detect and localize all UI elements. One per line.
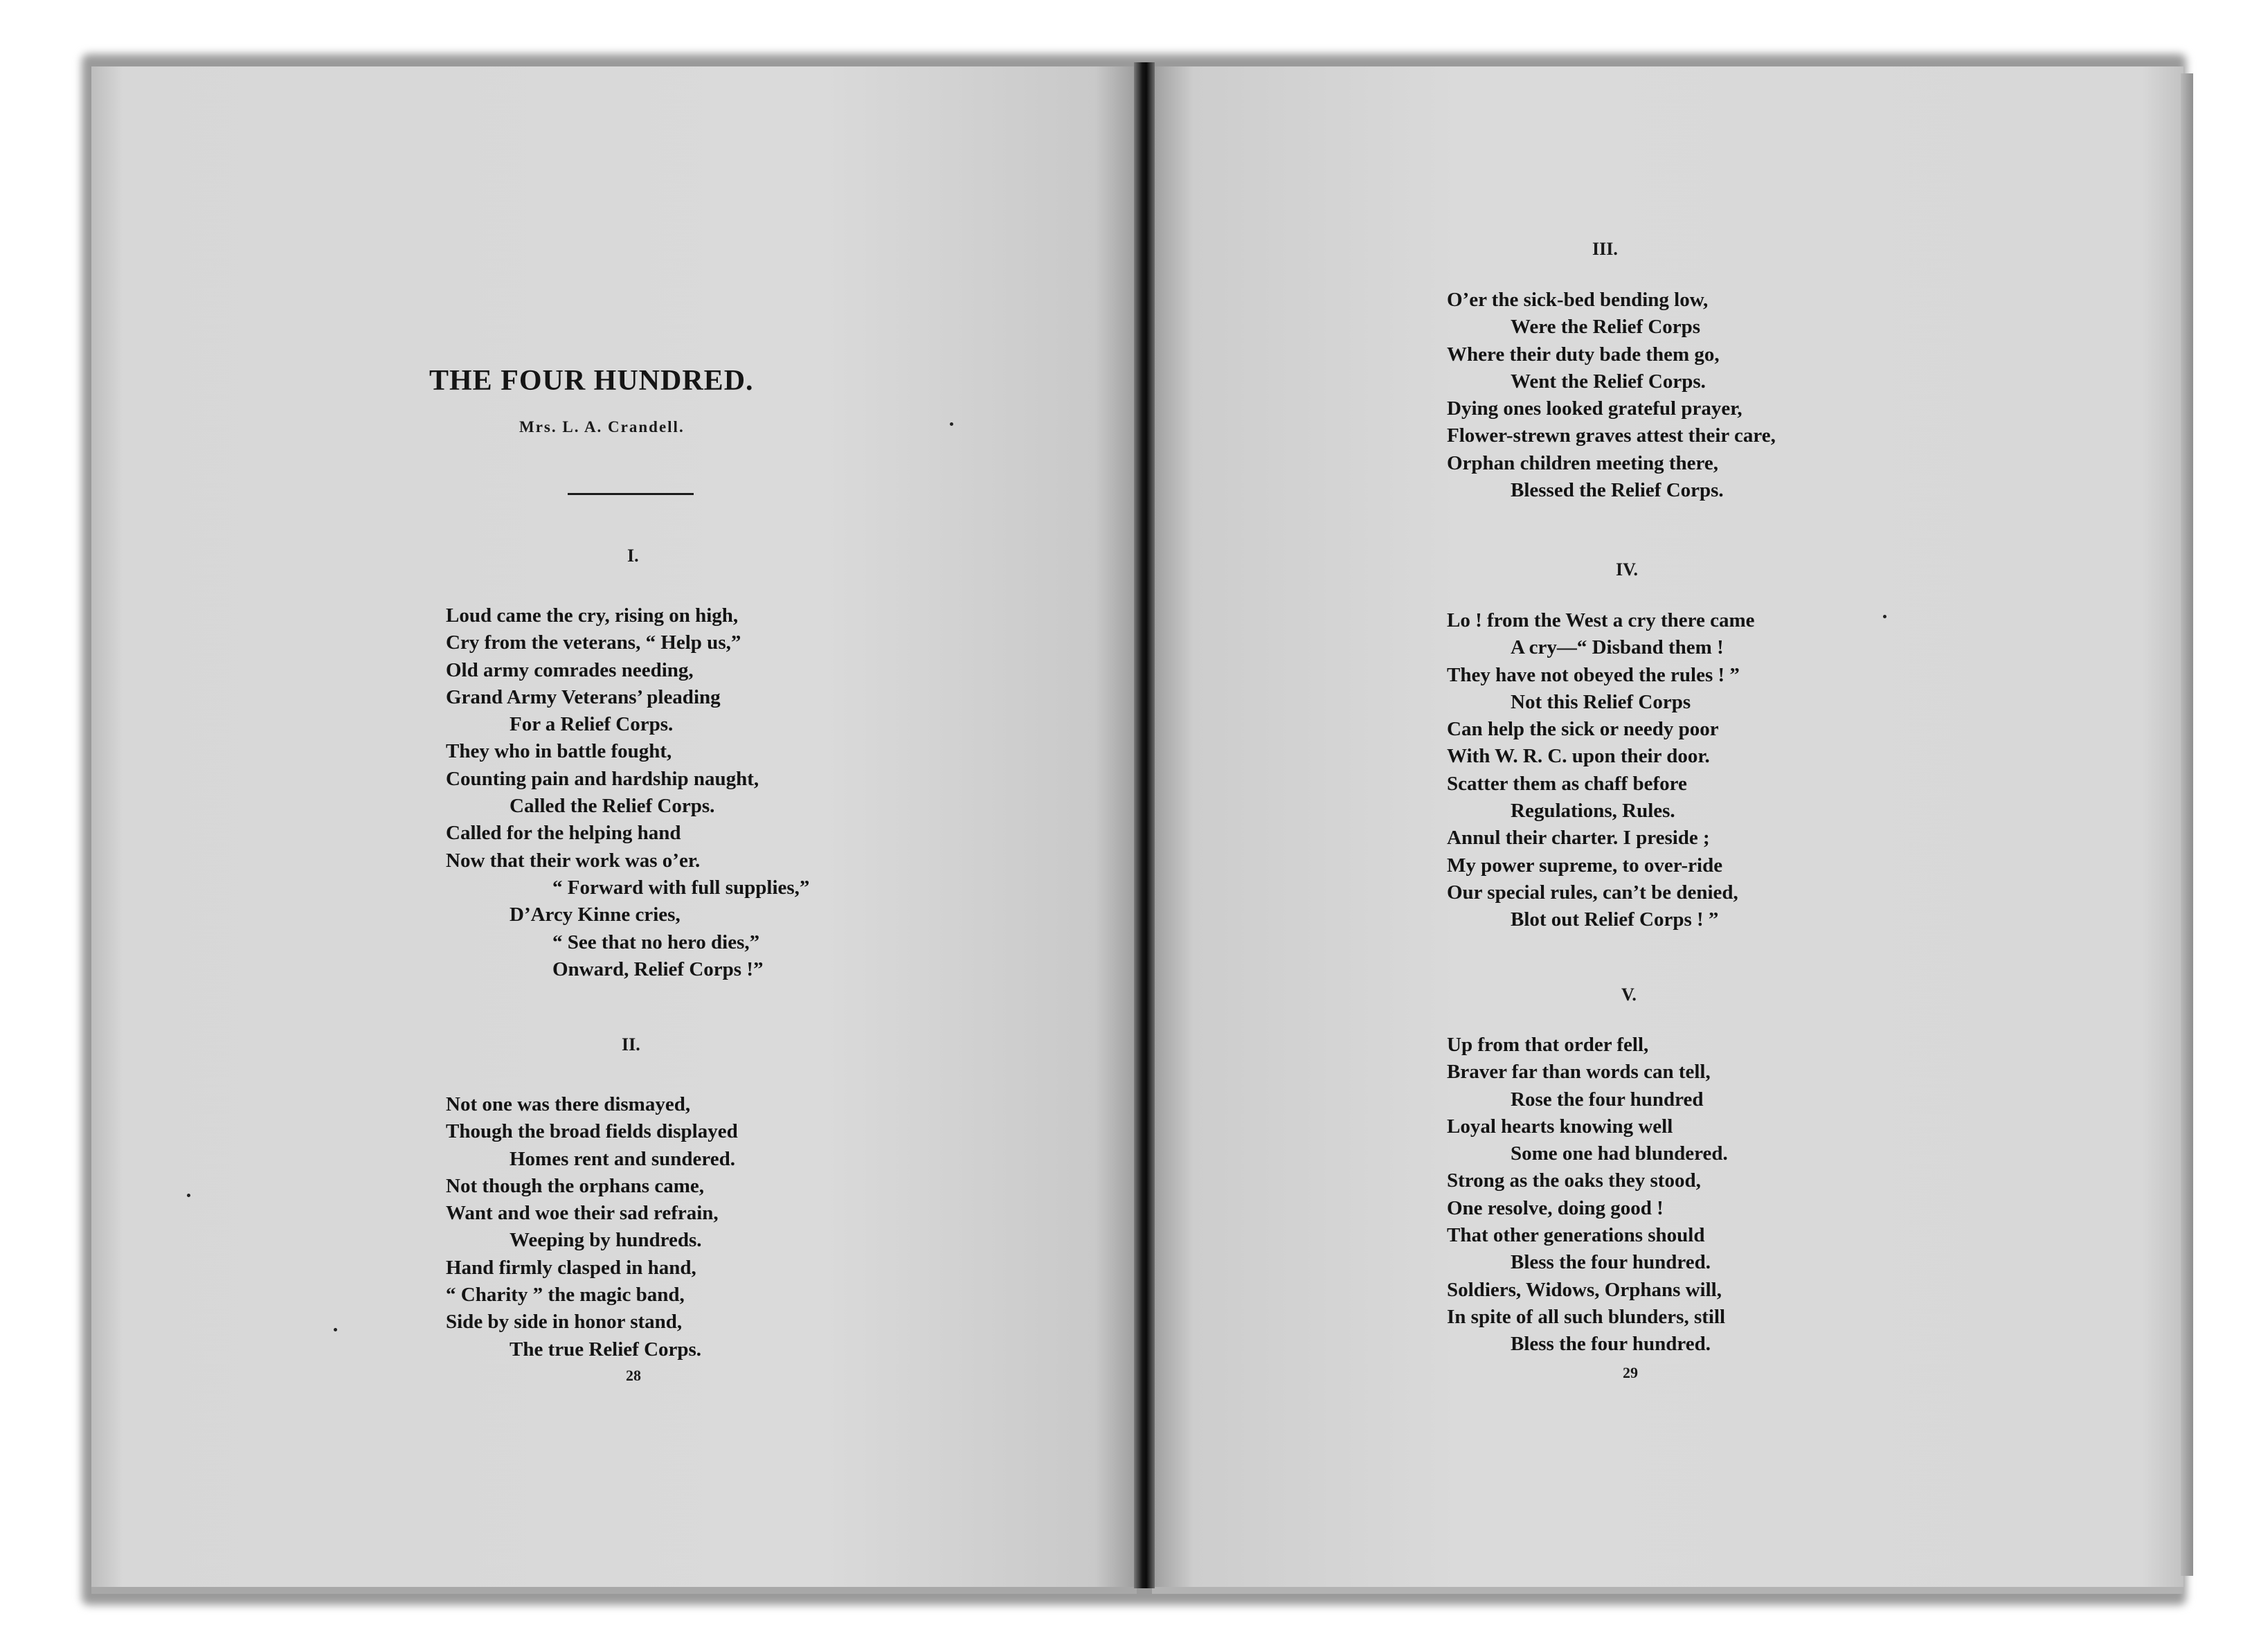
paper-speck xyxy=(1883,615,1886,618)
poem-line: A cry—“ Disband them ! xyxy=(1511,636,1724,659)
poem-line: “ See that no hero dies,” xyxy=(552,931,760,953)
section-numeral-5: V. xyxy=(1621,985,1637,1005)
poem-line: Counting pain and hardship naught, xyxy=(446,767,759,790)
poem-line: Old army comrades needing, xyxy=(446,658,694,681)
paper-speck xyxy=(187,1194,190,1197)
stanza-2 xyxy=(446,1091,738,1363)
poem-line: Homes rent and sundered. xyxy=(510,1147,736,1170)
poem-line: Went the Relief Corps. xyxy=(1511,370,1706,393)
right-page-edge xyxy=(2181,73,2193,1576)
stanza-1 xyxy=(446,602,809,983)
page-number-right: 29 xyxy=(1623,1364,1638,1381)
poem-line: Can help the sick or needy poor xyxy=(1447,718,1719,741)
poem-line: Not this Relief Corps xyxy=(1511,690,1691,713)
poem-line: Loyal hearts knowing well xyxy=(1447,1115,1673,1138)
poem-line: Scatter them as chaff before xyxy=(1447,772,1687,795)
poem-line: Hand firmly clasped in hand, xyxy=(446,1256,696,1279)
poem-line: Onward, Relief Corps !” xyxy=(552,958,764,980)
poem-line: That other generations should xyxy=(1447,1224,1705,1247)
poem-line: The true Relief Corps. xyxy=(510,1338,702,1361)
poem-line: Blessed the Relief Corps. xyxy=(1511,479,1724,502)
poem-title: THE FOUR HUNDRED. xyxy=(429,365,754,397)
poem-line: Our special rules, can’t be denied, xyxy=(1447,881,1738,904)
poem-line: Loud came the cry, rising on high, xyxy=(446,604,739,627)
poem-line: In spite of all such blunders, still xyxy=(1447,1305,1726,1328)
poem-line: Were the Relief Corps xyxy=(1511,316,1701,339)
paper-speck xyxy=(950,422,953,426)
poem-line: O’er the sick-bed bending low, xyxy=(1447,289,1709,311)
poem-line: Soldiers, Widows, Orphans will, xyxy=(1447,1278,1722,1301)
poem-line: Called for the helping hand xyxy=(446,822,681,845)
poem-line: They who in battle fought, xyxy=(446,740,672,763)
poem-line: Orphan children meeting there, xyxy=(1447,451,1719,474)
page-number-left: 28 xyxy=(626,1367,641,1384)
poem-line: Though the broad fields displayed xyxy=(446,1120,738,1143)
stanza-3 xyxy=(1447,287,1776,504)
section-numeral-2: II. xyxy=(622,1034,640,1054)
title-rule xyxy=(568,493,694,495)
section-numeral-1: I. xyxy=(627,546,639,566)
poem-line: One resolve, doing good ! xyxy=(1447,1196,1664,1219)
poem-line: Weeping by hundreds. xyxy=(510,1229,702,1252)
poem-line: My power supreme, to over-ride xyxy=(1447,854,1723,877)
poem-line: Blot out Relief Corps ! ” xyxy=(1511,908,1719,931)
paper-speck xyxy=(334,1328,337,1331)
poem-line: Braver far than words can tell, xyxy=(1447,1061,1711,1084)
poem-line: Annul their charter. I preside ; xyxy=(1447,827,1710,850)
poem-line: Rose the four hundred xyxy=(1511,1088,1704,1111)
poem-line: Side by side in honor stand, xyxy=(446,1311,683,1334)
section-numeral-4: IV. xyxy=(1616,559,1639,580)
poem-line: Called the Relief Corps. xyxy=(510,795,715,818)
poem-line: Some one had blundered. xyxy=(1511,1142,1728,1165)
book-gutter xyxy=(1134,62,1155,1588)
poem-line: “ Charity ” the magic band, xyxy=(446,1284,685,1307)
poem-line: Flower-strewn graves attest their care, xyxy=(1447,424,1776,447)
stanza-4 xyxy=(1447,607,1755,934)
poem-line: Regulations, Rules. xyxy=(1511,800,1675,823)
section-numeral-3: III. xyxy=(1592,239,1618,259)
poem-line: For a Relief Corps. xyxy=(510,713,674,736)
poem-line: D’Arcy Kinne cries, xyxy=(510,904,681,926)
poem-line: With W. R. C. upon their door. xyxy=(1447,745,1710,768)
poem-line: Grand Army Veterans’ pleading xyxy=(446,685,721,708)
poem-line: Bless the four hundred. xyxy=(1511,1333,1711,1356)
poem-line: Bless the four hundred. xyxy=(1511,1251,1711,1274)
poem-line: Where their duty bade them go, xyxy=(1447,343,1720,366)
poem-line: “ Forward with full supplies,” xyxy=(552,876,810,899)
poem-line: Lo ! from the West a cry there came xyxy=(1447,609,1755,631)
poem-line: Dying ones looked grateful prayer, xyxy=(1447,397,1742,420)
poem-line: Cry from the veterans, “ Help us,” xyxy=(446,631,741,654)
poem-line: Strong as the oaks they stood, xyxy=(1447,1169,1701,1192)
poem-line: Not one was there dismayed, xyxy=(446,1093,691,1115)
poem-line: Up from that order fell, xyxy=(1447,1034,1649,1056)
poem-line: Now that their work was o’er. xyxy=(446,849,701,872)
poem-author: Mrs. L. A. Crandell. xyxy=(519,418,685,436)
poem-line: Want and woe their sad refrain, xyxy=(446,1202,719,1225)
poem-line: They have not obeyed the rules ! ” xyxy=(1447,663,1740,686)
poem-line: Not though the orphans came, xyxy=(446,1174,704,1197)
stanza-5 xyxy=(1447,1032,1728,1358)
